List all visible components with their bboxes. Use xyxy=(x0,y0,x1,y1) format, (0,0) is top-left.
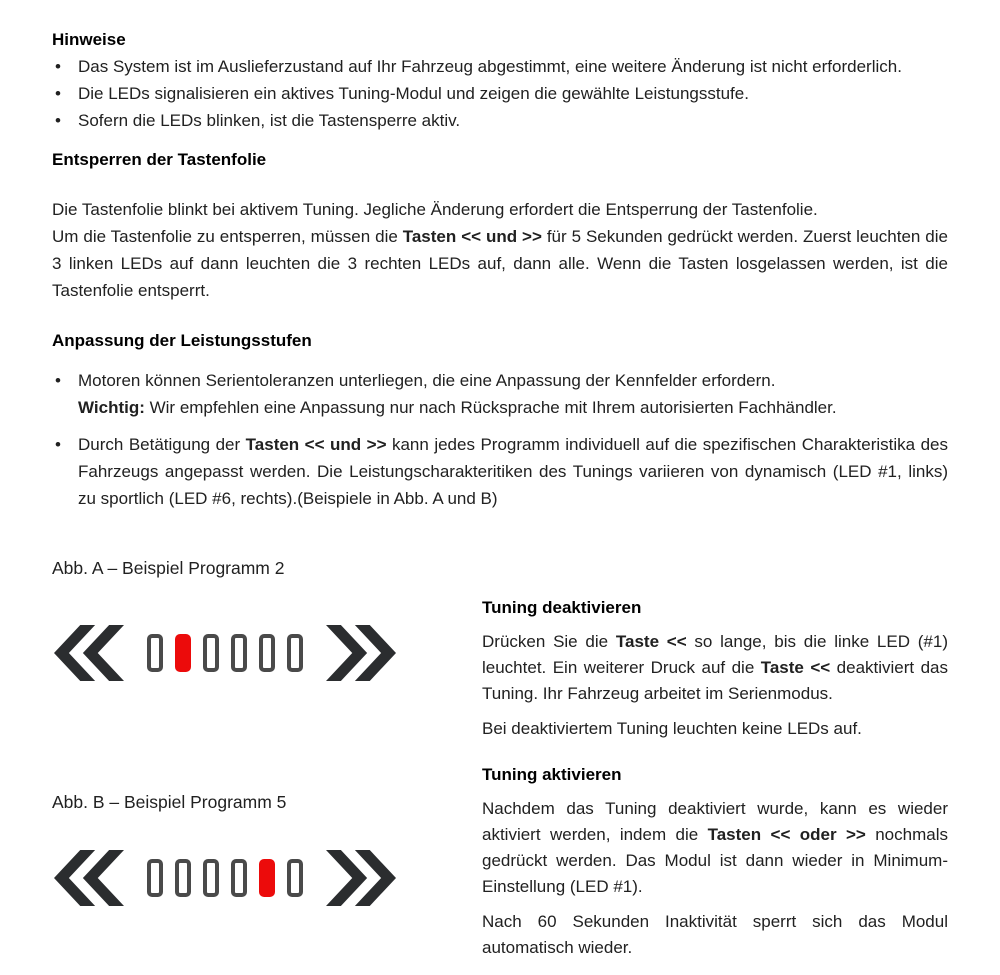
led-1 xyxy=(147,634,163,672)
activate-paragraph-1: Nachdem das Tuning deaktiviert wurde, kann es wieder aktiviert werden, indem die Tasten << oder >> nochmals gedrückt werden. Das Modul ist dann wieder in Minimum-Einstellung (LED #1). xyxy=(482,799,948,896)
section-title-hinweise: Hinweise xyxy=(52,30,126,49)
led-3 xyxy=(203,859,219,897)
list-item: • Sofern die LEDs blinken, ist die Tastensperre aktiv. xyxy=(52,107,948,134)
right-text-column xyxy=(482,590,948,961)
double-chevron-left-icon xyxy=(54,620,124,686)
section-title-anpassung: Anpassung der Leistungsstufen xyxy=(52,331,312,350)
entsperren-paragraph-2: Um die Tastenfolie zu entsperren, müssen die Tasten << und >> für 5 Sekunden gedrückt werden. Zuerst leuchten die 3 linken LEDs auf dann leuchten die 3 rechten LEDs auf, dann alle. Wenn die Tasten losgelassen werden, ist die Tastenfolie entsperrt. xyxy=(52,227,948,300)
entsperren-paragraph-1: Die Tastenfolie blinkt bei aktivem Tuning. Jegliche Änderung erfordert die Entsperrung der Tastenfolie. xyxy=(52,200,818,219)
led-3 xyxy=(203,634,219,672)
led-6 xyxy=(287,634,303,672)
led-1 xyxy=(147,859,163,897)
top-text-column xyxy=(52,30,948,512)
hinweise-bullet-list xyxy=(52,53,948,134)
led-6 xyxy=(287,859,303,897)
double-chevron-right-icon xyxy=(326,620,396,686)
led-2-active xyxy=(175,634,191,672)
led-strip-a xyxy=(147,634,303,672)
led-2 xyxy=(175,859,191,897)
deactivate-paragraph-1: Drücken Sie die Taste << so lange, bis die linke LED (#1) leuchtet. Ein weiterer Druck auf die Taste << deaktiviert das Tuning. Ihr Fahrzeug arbeitet im Serienmodus. xyxy=(482,632,948,703)
led-4 xyxy=(231,634,247,672)
led-strip-b xyxy=(147,859,303,897)
list-item: • Motoren können Serientoleranzen unterliegen, die eine Anpassung der Kennfelder erfordern. Wichtig: Wir empfehlen eine Anpassung nur nach Rücksprache mit Ihrem autorisierten Fachhändler. xyxy=(52,367,948,421)
anpassung-bullet-list xyxy=(52,367,948,512)
section-title-entsperren: Entsperren der Tastenfolie xyxy=(52,150,267,169)
figures-column xyxy=(52,552,472,952)
list-item: • Das System ist im Auslieferzustand auf Ihr Fahrzeug abgestimmt, eine weitere Änderung ist nicht erforderlich. xyxy=(52,53,948,80)
section-title-tuning-deaktivieren: Tuning deaktivieren xyxy=(482,598,642,617)
deactivate-paragraph-2: Bei deaktiviertem Tuning leuchten keine LEDs auf. xyxy=(482,719,862,738)
list-item: • Die LEDs signalisieren ein aktives Tuning-Modul und zeigen die gewählte Leistungsstufe. xyxy=(52,80,948,107)
led-5-active xyxy=(259,859,275,897)
double-chevron-left-icon xyxy=(54,845,124,911)
led-5 xyxy=(259,634,275,672)
list-item: • Durch Betätigung der Tasten << und >> kann jedes Programm individuell auf die spezifischen Charakteristika des Fahrzeugs angepasst werden. Die Leistungscharakteritiken des Tunings variieren von dynamisch (LED #1, links) zu sportlich (LED #6, rechts).(Beispiele in Abb. A und B) xyxy=(52,431,948,512)
led-4 xyxy=(231,859,247,897)
led-panel-b xyxy=(54,845,396,911)
figure-b-caption: Abb. B – Beispiel Programm 5 xyxy=(52,792,287,812)
figure-a-caption: Abb. A – Beispiel Programm 2 xyxy=(52,558,285,578)
led-panel-a xyxy=(54,620,396,686)
section-title-tuning-aktivieren: Tuning aktivieren xyxy=(482,765,622,784)
activate-paragraph-2: Nach 60 Sekunden Inaktivität sperrt sich das Modul automatisch wieder. xyxy=(482,912,948,957)
double-chevron-right-icon xyxy=(326,845,396,911)
